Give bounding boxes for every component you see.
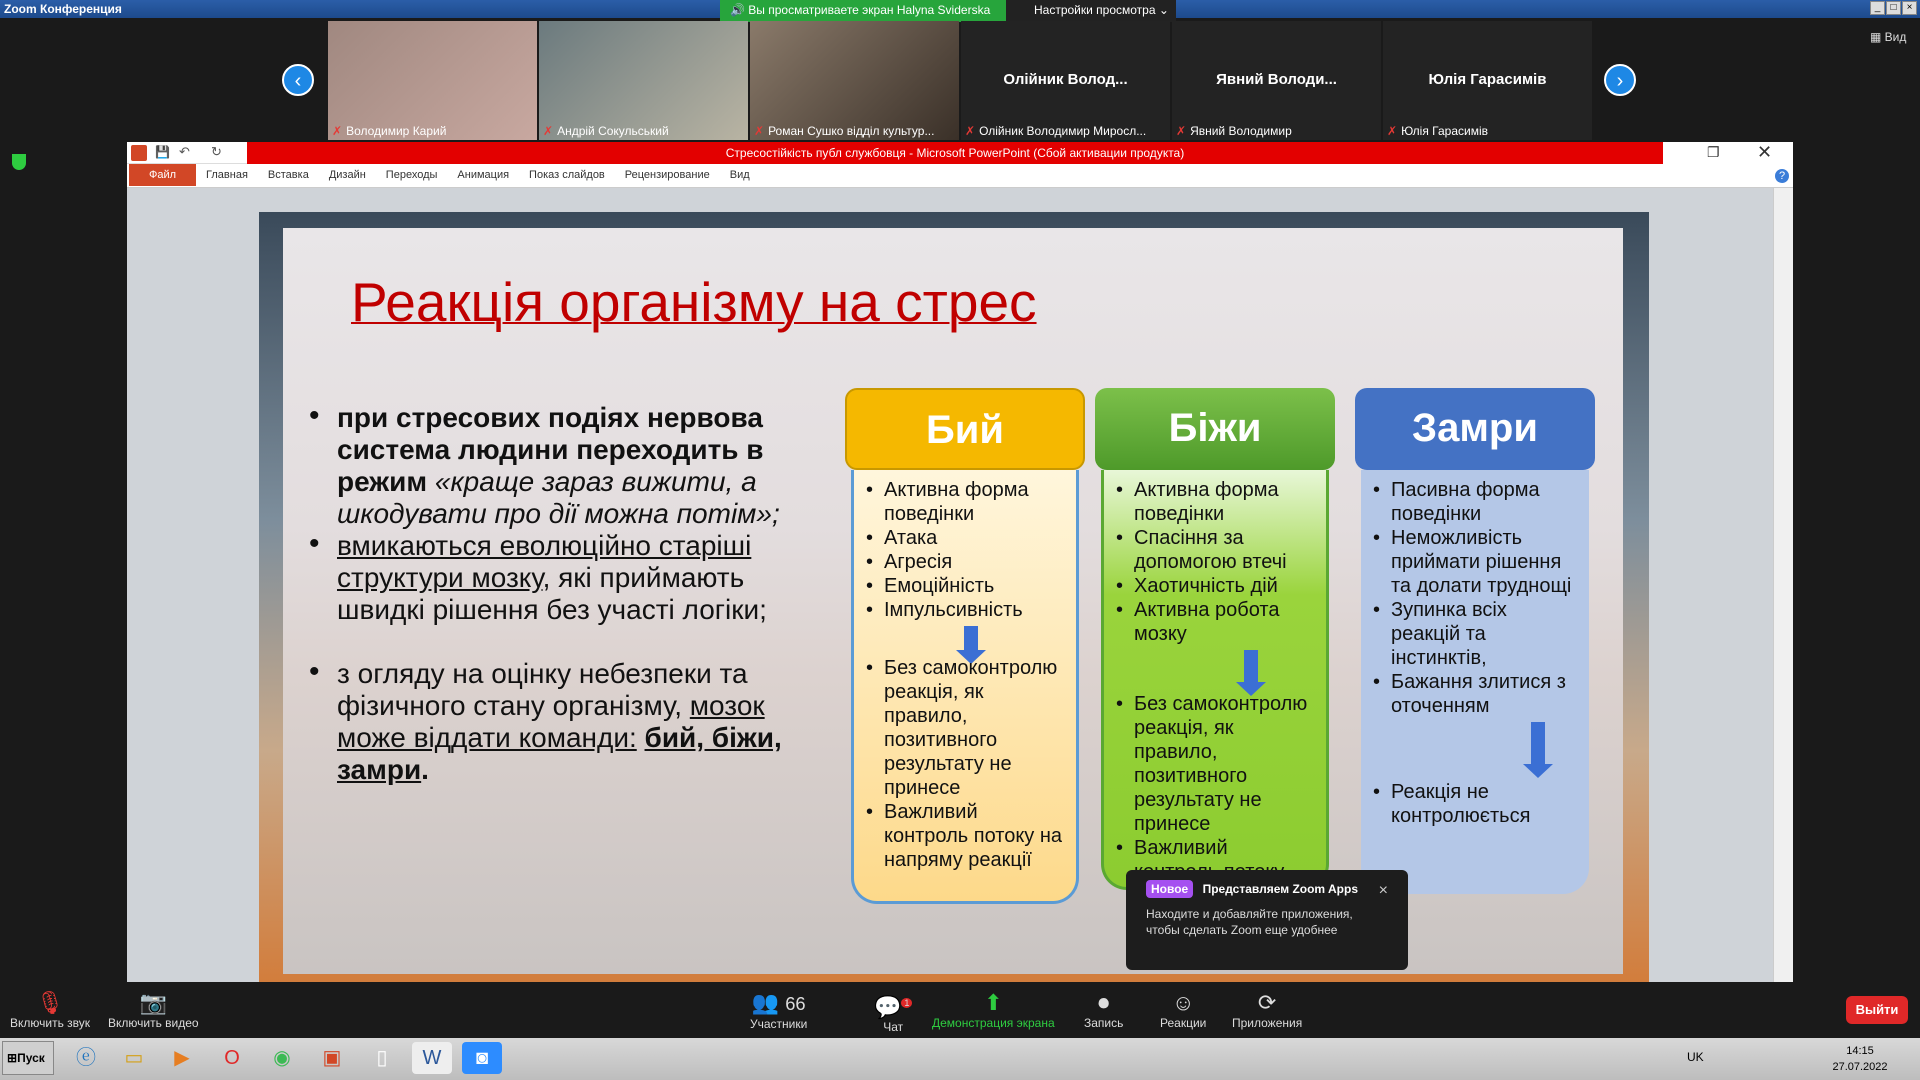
tab-file[interactable]: Файл xyxy=(129,164,196,186)
unmute-button[interactable]: 🎙 Включить звук xyxy=(10,990,91,1030)
leave-button[interactable]: Выйти xyxy=(1846,996,1908,1024)
box-freeze-head: Замри xyxy=(1355,388,1595,470)
bullet-2-text: , які приймають швидкі рішення без участі логіки; xyxy=(337,562,767,625)
reaction-icon: ☺ xyxy=(1171,990,1195,1015)
box-item: • Атака xyxy=(864,526,1066,550)
down-arrow-icon xyxy=(1531,722,1545,766)
apps-icon: ⟳ xyxy=(1257,990,1277,1015)
view-settings-button[interactable]: Настройки просмотра ⌄ xyxy=(1006,0,1176,22)
box-fight xyxy=(845,388,1085,904)
bullet-3-tail: . xyxy=(421,754,429,785)
security-shield-icon[interactable] xyxy=(12,154,26,170)
quick-access-toolbar xyxy=(127,142,247,164)
popup-close-icon[interactable]: × xyxy=(1378,882,1388,899)
chat-icon: 💬 $^1$ xyxy=(874,990,912,1020)
participant-caption: ✗ Роман Сушко відділ культур... xyxy=(754,124,935,138)
tab-transitions[interactable]: Переходы xyxy=(385,169,438,181)
participant-name: Юлія Гарасимів xyxy=(1428,71,1547,88)
box-item: • Активна форма поведінки xyxy=(864,478,1066,526)
box-item: • Важливий xyxy=(1114,836,1316,884)
system-clock[interactable]: 14:15 27.07.2022 xyxy=(1832,1045,1888,1073)
mic-muted-icon: ✗ xyxy=(754,124,765,138)
record-icon: ⏺ xyxy=(1098,990,1110,1015)
slide-title: Реакція організму на стрес xyxy=(351,271,1037,333)
powerpoint-logo-icon xyxy=(131,145,147,161)
mic-muted-icon: ✗ xyxy=(1387,124,1398,138)
tab-insert[interactable]: Вставка xyxy=(267,169,309,181)
bullet-1 xyxy=(309,399,829,530)
camera-off-icon: 📷 xyxy=(139,990,167,1015)
tab-design[interactable]: Дизайн xyxy=(328,169,366,181)
ribbon-tabs xyxy=(127,164,1793,188)
record-button[interactable]: ⏺ Запись xyxy=(1084,990,1124,1030)
box-fight-head: Бий xyxy=(845,388,1085,470)
slide xyxy=(283,228,1623,974)
box-item: • Неможливість приймати рішення та долати труднощі xyxy=(1371,526,1579,598)
undo-icon[interactable]: ↶ xyxy=(179,144,190,159)
participant-tile[interactable] xyxy=(1383,21,1592,140)
close-window-button[interactable]: × xyxy=(1902,1,1917,15)
box-item: • Активна робота мозку xyxy=(1114,598,1316,646)
view-settings-label: Настройки просмотра xyxy=(1034,3,1156,17)
chat-button[interactable]: 💬 $^1$ Чат xyxy=(874,990,912,1034)
participant-name: Олійник Волод... xyxy=(1003,71,1128,88)
zoom-icon[interactable]: ◙ xyxy=(462,1042,502,1074)
participant-tile[interactable] xyxy=(539,21,748,140)
participant-name: Явний Володи... xyxy=(1216,71,1337,88)
box-run xyxy=(1095,388,1335,890)
down-arrow-icon xyxy=(964,626,978,652)
windows-taskbar xyxy=(0,1038,1920,1080)
bullet-dot: • xyxy=(309,527,320,560)
windows-logo-icon: ⊞ xyxy=(7,1051,18,1065)
tab-home[interactable]: Главная xyxy=(206,169,248,181)
tab-view[interactable]: Вид xyxy=(729,169,750,181)
window-title: Zoom Конференция xyxy=(4,2,122,16)
participant-caption: ✗ Явний Володимир xyxy=(1176,124,1292,138)
box-item: • Важливий контроль потоку на напряму реакції xyxy=(864,800,1066,872)
participant-tile[interactable] xyxy=(328,21,537,140)
box-item: • Спасіння за допомогою втечі xyxy=(1114,526,1316,574)
minimize-button[interactable]: _ xyxy=(1870,1,1885,15)
prev-page-button[interactable]: ‹ xyxy=(282,64,314,96)
participant-caption: ✗ Юлія Гарасимів xyxy=(1387,124,1488,138)
popup-text: Находите и добавляйте приложения, чтобы сделать Zoom еще удобнее xyxy=(1146,907,1353,937)
box-item: • Пасивна форма поведінки xyxy=(1371,478,1579,526)
ie-icon[interactable]: ⓔ xyxy=(76,1047,96,1069)
share-banner-text: Вы просматриваете экран Halyna Sviderska xyxy=(748,3,991,17)
slide-editor xyxy=(127,188,1773,982)
help-icon[interactable]: ? xyxy=(1775,169,1789,183)
chrome-icon[interactable]: ◉ xyxy=(273,1047,291,1069)
box-run-head: Біжи xyxy=(1095,388,1335,470)
box-item: • Реакція не контролюється xyxy=(1371,780,1579,828)
apps-button[interactable]: ⟳ Приложения xyxy=(1232,990,1303,1030)
zoom-apps-popup xyxy=(1126,870,1408,970)
share-screen-icon: ⬆ xyxy=(984,990,1003,1015)
mic-muted-icon: ✗ xyxy=(543,124,554,138)
box-run-body xyxy=(1101,470,1329,890)
notepad-icon[interactable]: ▯ xyxy=(376,1047,388,1069)
media-player-icon[interactable]: ▶ xyxy=(174,1047,190,1069)
restore-icon[interactable]: ❐ xyxy=(1707,144,1720,160)
bullet-2 xyxy=(309,527,829,626)
bullet-dot: • xyxy=(309,399,320,432)
box-fight-body xyxy=(851,470,1079,904)
ppt-title: Стресостійкість публ службовця - Microsoft PowerPoint (Сбой активации продукта) xyxy=(247,142,1663,164)
vertical-scrollbar[interactable] xyxy=(1773,188,1793,982)
mic-muted-icon: ✗ xyxy=(332,124,343,138)
start-button[interactable]: ⊞Пуск xyxy=(2,1041,54,1075)
start-video-button[interactable]: 📷 Включить видео xyxy=(108,990,199,1030)
mic-off-icon: 🎙 xyxy=(36,990,64,1015)
bullet-3 xyxy=(309,655,829,786)
mic-muted-icon: ✗ xyxy=(1176,124,1187,138)
box-item: • Без самоконтролю реакція, як правило, позитивного результату не принесе xyxy=(1114,692,1316,836)
view-label: Вид xyxy=(1884,30,1907,44)
save-icon[interactable]: 💾 xyxy=(155,145,170,159)
participant-tile[interactable] xyxy=(1172,21,1381,140)
language-indicator[interactable]: UK xyxy=(1687,1050,1704,1064)
new-badge: Новое xyxy=(1146,880,1193,898)
box-item: • Без самоконтролю реакція, як правило, позитивного результату не принесе xyxy=(864,656,1066,800)
down-arrow-icon xyxy=(1244,650,1258,684)
next-page-button[interactable]: › xyxy=(1604,64,1636,96)
participants-icon: 👥 66 xyxy=(751,990,806,1015)
box-item: • Хаотичність дій xyxy=(1114,574,1316,598)
share-banner: 🔊 Вы просматриваете экран Halyna Sviderska xyxy=(720,0,1006,22)
close-icon[interactable]: ✕ xyxy=(1757,142,1773,162)
bullet-3-commands: бий, біжи, замри xyxy=(337,722,782,785)
bullet-3-underlined: мозок може віддати команди: xyxy=(337,690,765,753)
bullet-3-text: з огляду на оцінку небезпеки та фізичного стану організму, xyxy=(337,658,748,721)
opera-icon[interactable]: O xyxy=(224,1047,240,1069)
maximize-button[interactable]: □ xyxy=(1886,1,1901,15)
redo-icon[interactable]: ↻ xyxy=(211,144,222,159)
mic-muted-icon: ✗ xyxy=(965,124,976,138)
explorer-icon[interactable]: ▭ xyxy=(124,1047,144,1069)
reactions-button[interactable]: ☺ Реакции xyxy=(1160,990,1207,1030)
bullet-2-underlined: вмикаються еволюційно старіші структури мозку xyxy=(337,530,752,593)
bullet-1-bold: при стресових подіях нервова система людини переходить в режим xyxy=(337,402,764,497)
box-freeze-body xyxy=(1361,470,1589,894)
participant-tile[interactable] xyxy=(961,21,1170,140)
box-item: • Агресія xyxy=(864,550,1066,574)
box-item: • Емоційність xyxy=(864,574,1066,598)
participant-caption: ✗ Андрій Сокульський xyxy=(543,124,669,138)
box-freeze xyxy=(1355,388,1595,894)
bullet-dot: • xyxy=(309,655,320,688)
box-item: • Зупинка всіх реакцій та інстинктів, xyxy=(1371,598,1579,670)
word-icon[interactable]: W xyxy=(412,1042,452,1074)
tab-animation[interactable]: Анимация xyxy=(457,169,510,181)
tab-review[interactable]: Рецензирование xyxy=(624,169,710,181)
box-item: • Бажання злитися з оточенням xyxy=(1371,670,1579,718)
box-item: • Активна форма поведінки xyxy=(1114,478,1316,526)
bullet-1-italic: «краще зараз вижити, а шкодувати про дії можна потім»; xyxy=(337,466,780,529)
participants-button[interactable]: 👥 66 Участники xyxy=(750,990,808,1031)
box-item: • Імпульсивність xyxy=(864,598,1066,622)
powerpoint-window xyxy=(127,142,1793,982)
participant-caption: ✗ Володимир Карий xyxy=(332,124,447,138)
participant-tile[interactable] xyxy=(750,21,959,140)
tab-slideshow[interactable]: Показ слайдов xyxy=(529,169,605,181)
view-button[interactable]: ▦ Вид xyxy=(1870,30,1907,44)
popup-title: Представляем Zoom Apps xyxy=(1202,882,1358,896)
meeting-toolbar xyxy=(0,982,1920,1038)
participant-caption: ✗ Олійник Володимир Миросл... xyxy=(965,124,1147,138)
powerpoint-icon[interactable]: ▣ xyxy=(322,1047,342,1069)
share-screen-button[interactable]: ⬆ Демонстрация экрана xyxy=(932,990,1055,1030)
